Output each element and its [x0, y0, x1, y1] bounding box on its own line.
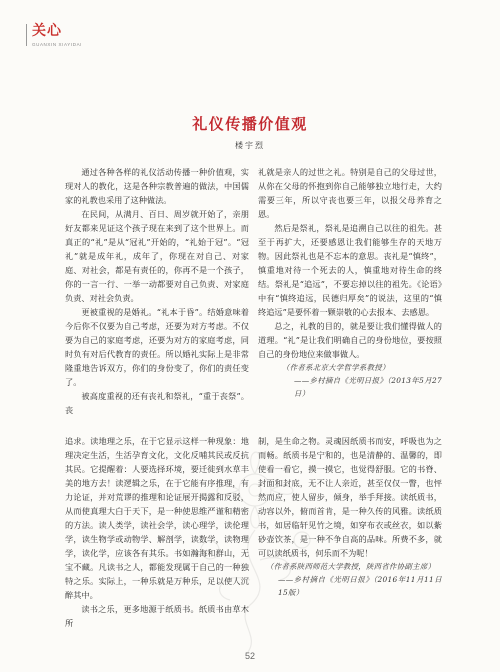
paragraph: 更被重视的是婚礼。“礼本于昏”。结婚意味着今后你不仅要为自己考虑，还要为对方考虑。不仅要为自己的家庭考虑，还要为对方的家庭考虑，同时负有对后代教育的责任。所以婚礼实际上是非常隆重地告诉双方，你们的身份变了，你们的责任变了。 — [65, 307, 249, 387]
paragraph: 读书之乐，更多地源于纸质书。纸质书由草木所 — [65, 604, 249, 628]
paragraph: 被高度重视的还有丧礼和祭礼，“重于丧祭”。丧 — [65, 391, 249, 415]
magazine-logo — [26, 22, 116, 52]
paragraph: 总之，礼教的目的，就是要让我们懂得做人的道理。“礼”是让我们明确自己的身份地位，要按照自己的身份地位来做事做人。 — [258, 321, 442, 359]
author-note: （作者系陕西师范大学教授，陕西省作协副主席） — [266, 562, 436, 571]
paragraph: 制，是生命之物。灵魂因纸质书而安，呼吸也为之而畅。纸质书是宁和的，也是清静的、温馨的，即使看一看它，摸一摸它，也觉得舒服。它的书脊、封面和封底，无不让人亲近，甚至仅仅一瞥，也怦然而应，使人留步，倾身，举手拜接。读纸质书，动容以外，俯而首肯，是一种久传的风雅。读纸质书，如居临轩见竹之境，如穿布衣或丝衣，如以紫砂壶饮茶，是一种不争自高的品味。所费不多，就可以读纸质书，何乐而不为呢！ — [258, 436, 442, 558]
logo-subtitle: GUANXIN XIAYIDAI — [32, 42, 83, 47]
paragraph: 追求。读地理之乐，在于它显示这样一种现象：地理决定生活，生活孕育文化，文化反哺其民或反抗其民。它提醒着：人要选择环境，要迁徙到水草丰美的地方去！读逻辑之乐，在于它能有序推理，有力论证，并对荒谬的推理和论证展开揭露和反驳，从而使真理大白于天下，是一种使思维严谨和精密的方法。读人类学，读社会学，读心理学，读伦理学，读生物学或动物学、解剖学，读数学，读物理学，读化学，应该各有其乐。书如瀚海和群山，无宝不藏。凡读书之人，都能发现属于自己的一种独特之乐。实际上，一种乐就是万种乐，足以使人沉醉其中。 — [65, 436, 249, 600]
continued-left-column — [65, 434, 249, 628]
page-number: 52 — [244, 651, 255, 661]
paragraph: 通过各种各样的礼仪活动传播一种价值观，实现对人的教化，这是各种宗教普遍的做法，中国儒家的礼教也采用了这种做法。 — [65, 167, 249, 205]
article-author: 楼宇烈 — [235, 141, 265, 150]
continued-right-column — [258, 434, 442, 628]
source-citation: ——乡村摘自《光明日报》（2016年11月11日15版） — [278, 575, 442, 597]
logo-divider — [26, 24, 27, 46]
logo-text: 关心 — [32, 23, 62, 39]
paragraph: 然后是祭礼，祭礼是追溯自己以往的祖先。甚至于再扩大，还要感恩让我们能够生存的天地万物。因此祭礼也是不忘本的意思。丧礼是“慎终”，慎重地对待一个死去的人，慎重地对待生命的终结。祭礼是“追远”，不要忘掉以往的祖先。《论语》中有“慎终追远，民德归厚矣”的说法，这里的“慎终追远”是要怀着一颗崇敬的心去报本、去感恩。 — [258, 223, 442, 317]
article-title: 礼仪传播价值观 — [192, 115, 308, 133]
article-left-column — [65, 165, 249, 415]
source-citation: ——乡村摘自《光明日报》（2013年5月27日） — [294, 376, 442, 398]
article-right-column — [258, 165, 442, 411]
author-note: （作者系北京大学哲学系教授） — [282, 363, 390, 372]
paragraph: 礼就是亲人的过世之礼。特别是自己的父母过世，从你在父母的怀抱到你自己能够独立地行走，大约需要三年，所以守丧也要三年，以报父母养育之恩。 — [258, 167, 442, 219]
paragraph: 在民间，从满月、百日、周岁就开始了，亲朋好友都来见证这个孩子现在来到了这个世界上。而真正的“礼”是从“冠礼”开始的，“礼始于冠”。“冠礼”就是成年礼，成年了，你现在对自己、对家庭、对社会，都是有责任的，你再不是一个孩子，你的一言一行、一举一动都要对自己负责、对家庭负责、对社会负责。 — [65, 209, 249, 303]
